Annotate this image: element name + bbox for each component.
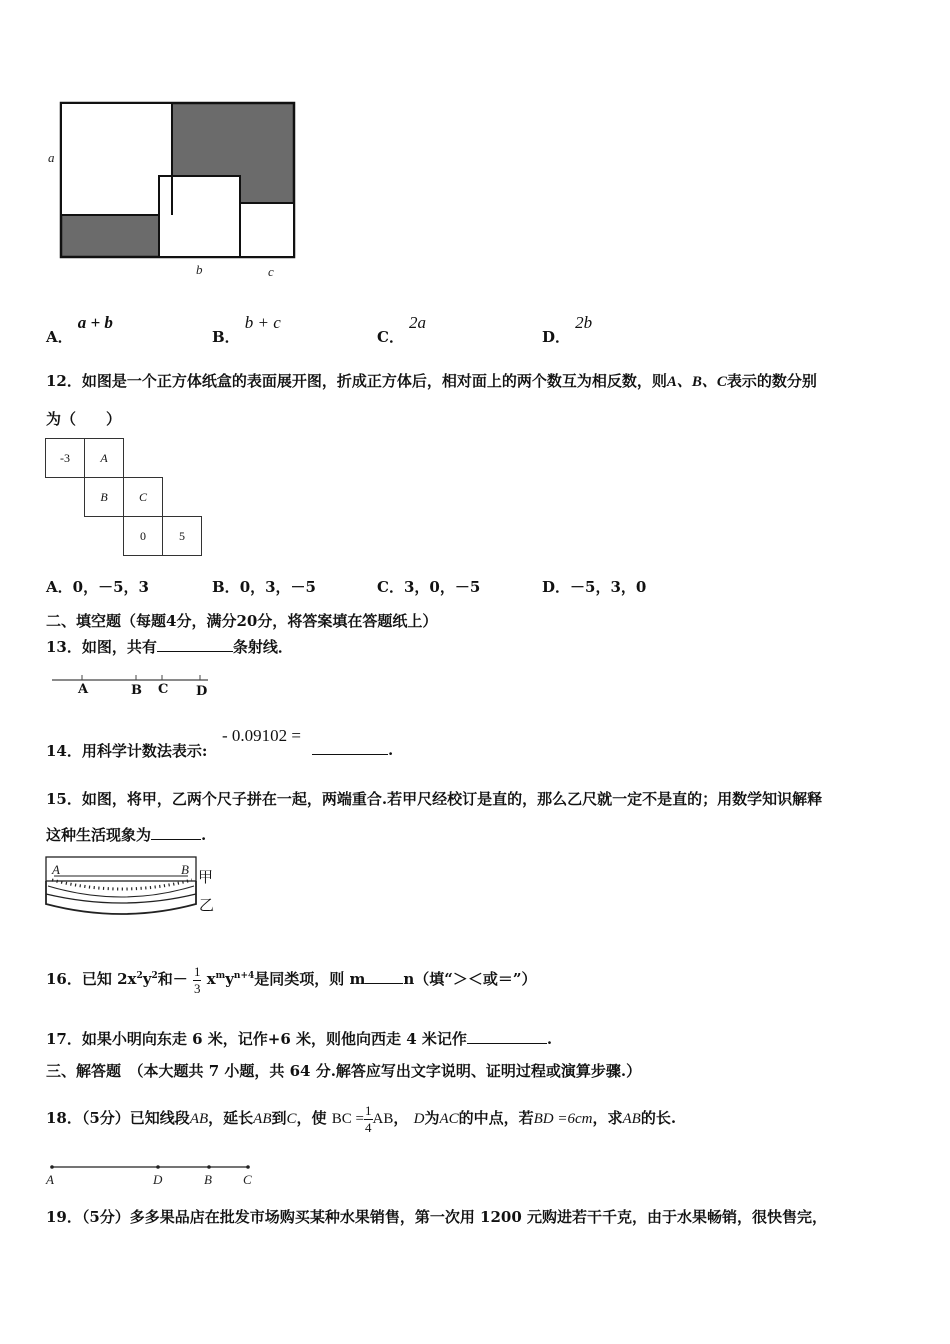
net-cell: 0: [124, 517, 163, 556]
q18-point-a: A: [46, 1172, 54, 1187]
option-letter: D．: [542, 578, 571, 596]
q12-option-d[interactable]: [542, 576, 646, 597]
q14-blank-line: .: [312, 740, 393, 759]
q11-option-a[interactable]: [46, 312, 113, 346]
q18-point-d: D: [153, 1172, 163, 1187]
option-value: 2a: [409, 313, 427, 332]
q12-question: 12．如图是一个正方体纸盒的表面展开图，折成正方体后，相对面上的两个数互为相反数，则A、B、C表示的数分别: [46, 372, 817, 390]
option-letter: C．: [377, 328, 404, 346]
option-letter: C．: [377, 578, 404, 596]
fraction-one-quarter: $\frac{1}{4}$: [365, 1102, 372, 1135]
q17-question: 17．如果小明向东走 6 米，记作+6 米，则他向西走 4 米记作 .: [46, 1030, 553, 1048]
q13-point-a: A: [78, 682, 89, 697]
q11-option-d[interactable]: [542, 312, 593, 346]
net-cell: A: [85, 439, 124, 478]
answer-blank[interactable]: [151, 825, 201, 840]
label-b: b: [196, 262, 203, 277]
option-letter: B．: [212, 328, 240, 346]
q11-option-c[interactable]: [377, 312, 427, 346]
cube-net: [45, 438, 202, 556]
option-value: 0，3，－5: [239, 578, 316, 596]
q18-point-b: B: [204, 1172, 212, 1187]
q13-point-d: D: [196, 684, 208, 699]
q11-rectangle-figure: [40, 95, 310, 285]
option-value: b + c: [244, 313, 281, 332]
option-value: a + b: [77, 313, 113, 332]
q13-point-c: C: [158, 682, 169, 697]
option-letter: B．: [212, 578, 240, 596]
option-value: 3，0，－5: [403, 578, 481, 596]
q15-rulers-figure: [42, 852, 202, 922]
label-a: a: [48, 150, 55, 165]
q15-label-b: B: [181, 862, 189, 877]
fraction-one-third: $\frac{1}{3}$: [193, 963, 201, 996]
option-letter: A．: [46, 328, 73, 346]
q15-label-a: A: [52, 862, 60, 877]
q15-question-line2: 这种生活现象为 .: [46, 826, 207, 844]
net-cell: B: [85, 478, 124, 517]
label-c: c: [268, 264, 274, 279]
option-value: －5，3，0: [570, 578, 647, 596]
section-3-heading: 三、解答题 （本大题共 7 小题，共 64 分.解答应写出文字说明、证明过程或演算步骤.）: [46, 1062, 642, 1080]
option-letter: D．: [542, 328, 571, 346]
answer-blank[interactable]: [312, 740, 388, 755]
section-2-heading: 二、填空题（每题4分，满分20分，将答案填在答题纸上）: [46, 612, 438, 630]
q15-label-yi: 乙: [199, 896, 215, 914]
answer-blank[interactable]: [467, 1029, 547, 1044]
q18-question: 18．（5分）已知线段AB，延长AB到C，使 BC = $\frac{1}{4}AB$， D为AC的中点，若BD =6cm，求AB的长.: [46, 1102, 677, 1135]
q15-question: 15．如图，将甲，乙两个尺子拼在一起，两端重合.若甲尺经校订是直的，那么乙尺就一定不是直的；用数学知识解释: [46, 790, 823, 808]
q12-question-line2: 为（ ）: [46, 410, 122, 428]
q12-option-b[interactable]: [212, 576, 316, 597]
net-cell: 5: [163, 517, 202, 556]
q14-expression: - 0.09102 =: [222, 726, 301, 745]
q14-question: 14．用科学计数法表示:: [46, 742, 208, 760]
answer-blank[interactable]: [365, 969, 403, 984]
q19-question: 19．（5分）多多果品店在批发市场购买某种水果销售，第一次用 1200 元购进若干千克，由于水果畅销，很快售完，: [46, 1208, 828, 1226]
answer-blank[interactable]: [157, 637, 233, 652]
q11-option-b[interactable]: [212, 312, 281, 346]
q13-question: 13．如图，共有 条射线．: [46, 638, 293, 656]
net-cell: C: [124, 478, 163, 517]
q13-point-b: B: [131, 683, 142, 698]
option-letter: A．: [46, 578, 73, 596]
q12-option-a[interactable]: [46, 576, 149, 597]
q16-question: 16．已知 $2x^2y^2$和－ $\frac{1}{3} x^my^{n+4}$是同类项，则 m n（填“＞＜或＝”）: [46, 963, 537, 996]
option-value: 0，－5，3: [72, 578, 149, 596]
q12-option-c[interactable]: [377, 576, 480, 597]
q15-label-jia: 甲: [198, 868, 214, 886]
option-value: 2b: [575, 313, 593, 332]
net-cell: -3: [46, 439, 85, 478]
q18-point-c: C: [243, 1172, 252, 1187]
